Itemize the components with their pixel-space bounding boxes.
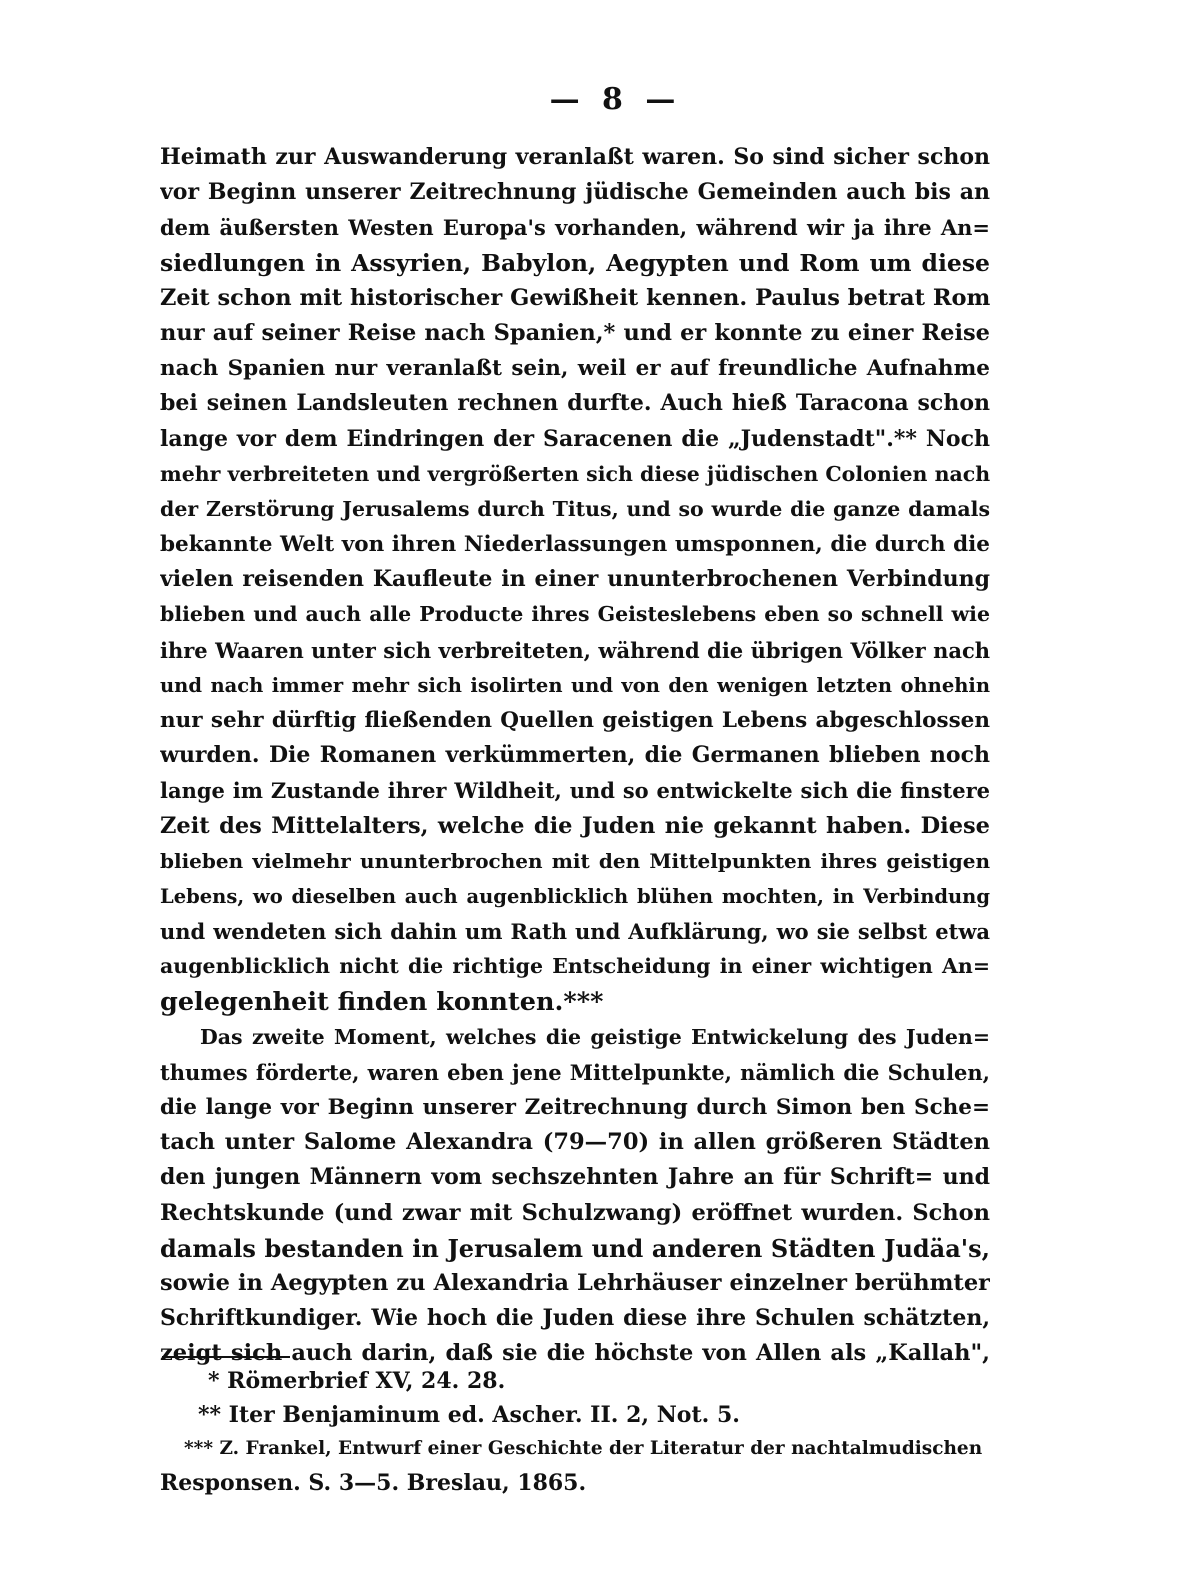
text-line: Zeit schon mit historischer Gewißheit kennen. Paulus betrat Rom [160, 284, 990, 311]
text-line: blieben und auch alle Producte ihres Geisteslebens eben so schnell wie [160, 602, 990, 627]
text-line: augenblicklich nicht die richtige Entscheidung in einer wichtigen An= [160, 954, 990, 979]
text-line: thumes förderte, waren eben jene Mittelpunkte, nämlich die Schulen, [160, 1059, 990, 1085]
body-text [160, 140, 990, 1372]
text-line: vielen reisenden Kaufleute in einer ununterbrochenen Verbindung [160, 566, 990, 593]
page-number: — 8 — [549, 82, 682, 117]
text-line: Heimath zur Auswanderung veranlaßt waren. So sind sicher schon [160, 144, 990, 170]
text-line: blieben vielmehr ununterbrochen mit den Mittelpunkten ihres geistigen [160, 848, 990, 873]
text-line: und nach immer mehr sich isolirten und von den wenigen letzten ohnehin [160, 673, 990, 697]
text-line: lange im Zustande ihrer Wildheit, und so entwickelte sich die finstere [160, 778, 990, 804]
text-line: ihre Waaren unter sich verbreiteten, während die übrigen Völker nach [160, 637, 990, 663]
footnote-divider [162, 1356, 290, 1358]
text-line: bekannte Welt von ihren Niederlassungen umsponnen, die durch die [160, 532, 990, 558]
text-line: Zeit des Mittelalters, welche die Juden nie gekannt haben. Diese [160, 812, 990, 839]
paragraph-start-line: Das zweite Moment, welches die geistige Entwickelung des Juden= [200, 1024, 990, 1049]
footnote-2: ** Iter Benjaminum ed. Ascher. II. 2, Not. 5. [198, 1402, 740, 1428]
text-line: bei seinen Landsleuten rechnen durfte. Auch hieß Taracona schon [160, 390, 990, 417]
text-line: lange vor dem Eindringen der Saracenen die „Judenstadt".** Noch [160, 425, 990, 452]
text-line: dem äußersten Westen Europa's vorhanden, während wir ja ihre An= [160, 215, 990, 241]
text-line: gelegenheit finden konnten.*** [160, 986, 604, 1017]
text-line: zeigt sich auch darin, daß sie die höchste von Allen als „Kallah", [160, 1340, 990, 1367]
text-line: und wendeten sich dahin um Rath und Aufklärung, wo sie selbst etwa [160, 919, 990, 945]
footnote-3: *** Z. Frankel, Entwurf einer Geschichte der Literatur der nachtalmudischen [184, 1438, 983, 1459]
text-line: der Zerstörung Jerusalems durch Titus, und so wurde die ganze damals [160, 496, 990, 521]
text-line: Schriftkundiger. Wie hoch die Juden diese ihre Schulen schätzten, [160, 1305, 990, 1332]
text-line: wurden. Die Romanen verkümmerten, die Germanen blieben noch [160, 742, 990, 769]
footnotes [160, 1364, 990, 1500]
text-line: Lebens, wo dieselben auch augenblicklich blühen mochten, in Verbindung [160, 884, 990, 908]
text-line: den jungen Männern vom sechszehnten Jahre an für Schrift= und [160, 1164, 990, 1191]
text-line: sowie in Aegypten zu Alexandria Lehrhäuser einzelner berühmter [160, 1270, 990, 1296]
text-line: nur auf seiner Reise nach Spanien,* und er konnte zu einer Reise [160, 319, 990, 346]
text-line: nach Spanien nur veranlaßt sein, weil er auf freundliche Aufnahme [160, 356, 990, 382]
text-line: damals bestanden in Jerusalem und anderen Städten Judäa's, [160, 1233, 990, 1263]
text-line: siedlungen in Assyrien, Babylon, Aegypten und Rom um diese [160, 248, 990, 277]
text-line: tach unter Salome Alexandra (79—70) in allen größeren Städten [160, 1129, 990, 1156]
text-line: Rechtskunde (und zwar mit Schulzwang) eröffnet wurden. Schon [160, 1199, 990, 1226]
text-line: mehr verbreiteten und vergrößerten sich diese jüdischen Colonien nach [160, 461, 990, 486]
text-line: vor Beginn unserer Zeitrechnung jüdische Gemeinden auch bis an [160, 179, 990, 206]
text-line: die lange vor Beginn unserer Zeitrechnung durch Simon ben Sche= [160, 1095, 990, 1121]
footnote-1: * Römerbrief XV, 24. 28. [208, 1368, 506, 1394]
footnote-3-continuation: Responsen. S. 3—5. Breslau, 1865. [160, 1470, 587, 1496]
text-line: nur sehr dürftig fließenden Quellen geistigen Lebens abgeschlossen [160, 708, 990, 733]
